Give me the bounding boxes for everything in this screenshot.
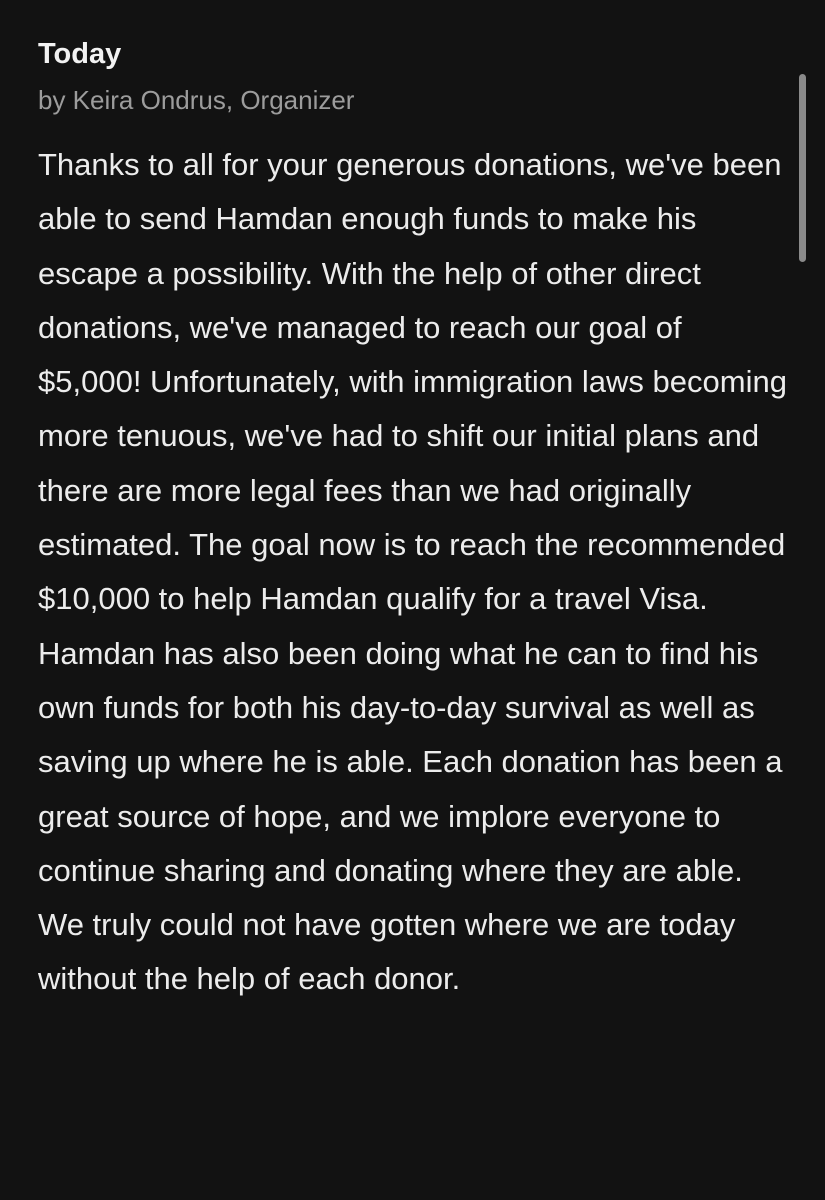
update-byline: by Keira Ondrus, Organizer [38,85,355,115]
fundraiser-update [38,34,798,1007]
update-title: Today [38,38,122,70]
update-body: Thanks to all for your generous donations, we've been able to send Hamdan enough funds to make his escape a possibility. With the help of other direct donations, we've managed to reach our goal of $5,000! Unfortunately, with immigration laws becoming more tenuous, we've had to shift our initial plans and there are more legal fees than we had originally estimated. The goal now is to reach the recommended $10,000 to help Hamdan qualify for a travel Visa. Hamdan has also been doing what he can to find his own funds for both his day-to-day survival as well as saving up where he is able. Each donation has been a great source of hope, and we implore everyone to continue sharing and donating where they are able. We truly could not have gotten where we are today without the help of each donor. [38,147,787,997]
scrollbar-thumb[interactable] [799,74,806,262]
scrollbar[interactable] [797,66,807,1176]
